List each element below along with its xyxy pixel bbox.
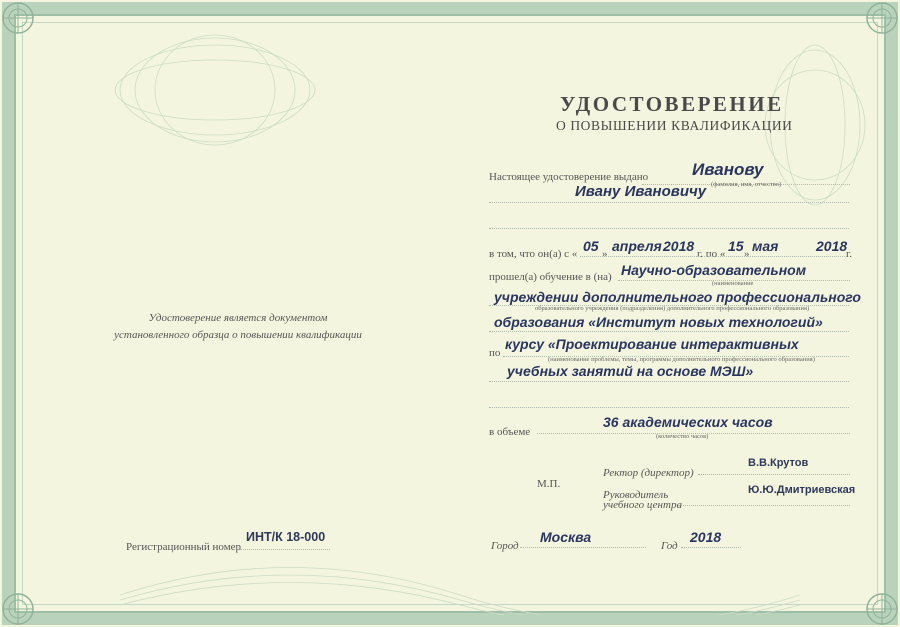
reg-label: Регистрационный номер — [126, 541, 242, 553]
note-line-2: установленного образца о повышении квалификации — [114, 329, 362, 341]
city-label: Город — [491, 540, 519, 552]
underline — [678, 505, 850, 506]
certificate-subtitle: О ПОВЫШЕНИИ КВАЛИФИКАЦИИ — [556, 118, 793, 133]
end-year: 2018 — [816, 238, 848, 254]
corner-ornament-icon — [0, 569, 58, 627]
underline — [580, 256, 845, 257]
certificate-title: УДОСТОВЕРЕНИЕ — [560, 92, 784, 116]
course-line-1: курсу «Проектирование интерактивных — [505, 336, 799, 352]
open-quote: » — [602, 248, 608, 260]
year-label: Год — [661, 540, 678, 552]
rector-name: В.В.Крутов — [748, 457, 809, 469]
org-line-1: Научно-образовательном — [621, 262, 807, 278]
period-suffix: г. — [846, 248, 853, 260]
end-day: 15 — [728, 238, 744, 254]
underline — [681, 547, 741, 548]
underline — [489, 331, 849, 332]
volume-label: в объеме — [489, 426, 531, 438]
head-label-2: учебного центра — [603, 499, 682, 511]
period-prefix: в том, что он(а) с « — [489, 248, 578, 260]
reg-number: ИНТ/К 18-000 — [246, 530, 326, 544]
corner-ornament-icon — [0, 0, 58, 58]
end-month: мая — [752, 238, 779, 254]
course-hint: (наименование проблемы, темы, программы дополнительного профессионального образования) — [548, 356, 815, 363]
surname-value: Иванову — [692, 160, 764, 179]
underline — [240, 549, 330, 550]
rosette-ornament-icon — [110, 30, 320, 150]
close-quote: » — [744, 248, 750, 260]
underline — [489, 407, 849, 408]
org-hint-2: образовательного учреждения (подразделения) дополнительного профессионального образования) — [535, 305, 810, 312]
head-name: Ю.Ю.Дмитриевская — [748, 484, 856, 496]
volume-value: 36 академических часов — [603, 414, 773, 430]
head-label-1: Руководитель — [603, 489, 669, 501]
start-month: апреля — [612, 238, 662, 254]
underline — [489, 202, 849, 203]
underline — [520, 547, 646, 548]
issued-to-label: Настоящее удостоверение выдано — [489, 171, 649, 183]
start-year: 2018 — [663, 238, 695, 254]
org-hint-1: (наименование — [712, 280, 754, 287]
stamp-label: М.П. — [537, 478, 561, 490]
underline — [489, 228, 849, 229]
start-day: 05 — [583, 238, 599, 254]
rector-label: Ректор (директор) — [603, 467, 694, 479]
year-value: 2018 — [690, 529, 722, 545]
note-line-1: Удостоверение является документом — [148, 312, 328, 324]
org-line-2: учреждении дополнительного профессионального — [494, 289, 861, 305]
studied-label: прошел(а) обучение в (на) — [489, 271, 612, 283]
left-page-note — [108, 310, 368, 344]
city-value: Москва — [540, 529, 592, 545]
name-patronymic-value: Ивану Ивановичу — [575, 183, 707, 200]
by-label: по — [489, 347, 501, 359]
underline — [698, 474, 850, 475]
volume-hint: (количество часов) — [656, 433, 709, 440]
period-mid: г. по « — [697, 248, 726, 260]
course-line-2: учебных занятий на основе МЭШ» — [507, 363, 754, 379]
org-line-3: образования «Институт новых технологий» — [494, 314, 823, 330]
corner-ornament-icon — [842, 569, 900, 627]
fio-hint: (фамилия, имя, отчество) — [711, 181, 782, 188]
underline — [489, 381, 849, 382]
